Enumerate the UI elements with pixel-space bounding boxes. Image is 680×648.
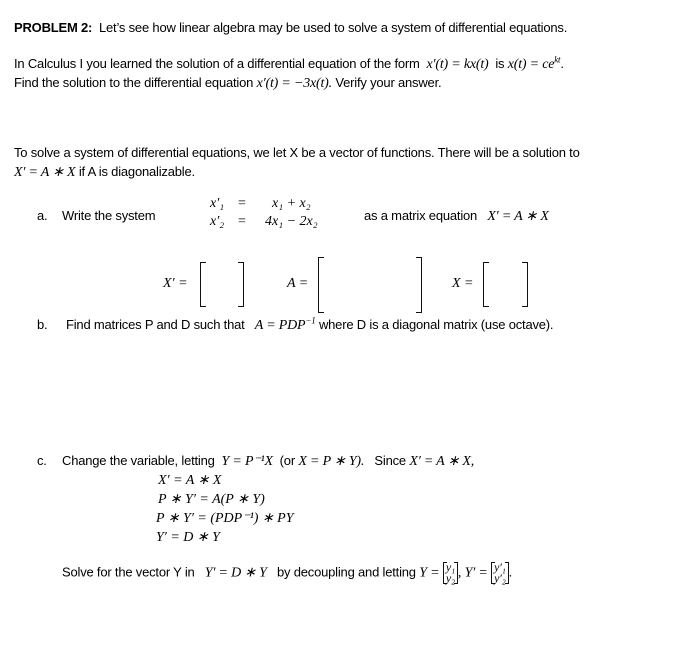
derivation-step-3: P ∗ Y′ = (PDP⁻¹) ∗ PY (156, 511, 294, 526)
system-eq1-equals: = (238, 196, 246, 211)
system-eq1-rhs: x₁ + x₂ (272, 196, 311, 211)
yprime-vector-label: Y′ = (464, 565, 488, 581)
derivation-step-1: X′ = A ∗ X (158, 473, 222, 488)
calc-eq-general: x′(t) = kx(t) (426, 57, 489, 72)
solve-eq: Y′ = D ∗ Y (204, 565, 267, 581)
part-b-text-2: where D is a diagonal matrix (use octave). (318, 317, 554, 332)
part-c-marker: c. (37, 453, 47, 468)
system-eq1-lhs: x′₁ (210, 196, 225, 211)
part-a-after-text (364, 208, 549, 225)
solve-text: Solve for the vector Y in (62, 564, 195, 580)
part-b-marker: b. (37, 317, 48, 332)
x-label: X = (452, 276, 474, 291)
part-c-text-2: (or (279, 453, 295, 468)
problem-intro: Let’s see how linear algebra may be used to solve a system of differential equations. (99, 20, 568, 35)
calc-eq-specific: x′(t) = −3x(t). (256, 76, 332, 91)
xprime-bracket-right (238, 262, 244, 307)
part-a-marker: a. (37, 208, 48, 223)
calc-line-2-end: Verify your answer. (335, 75, 442, 90)
decouple-text: by decoupling and letting (276, 564, 416, 580)
part-b-eq (254, 315, 316, 333)
system-intro-text: if A is diagonalizable. (78, 164, 195, 179)
system-intro-line-2 (14, 164, 195, 181)
derivation-step-4: Y′ = D ∗ Y (156, 530, 220, 545)
part-b-text-1: Find matrices P and D such that (66, 317, 245, 332)
xprime-bracket-left (200, 262, 206, 307)
a-label: A = (287, 276, 309, 291)
x-bracket-left (483, 262, 489, 307)
solve-line-end: . (508, 564, 513, 580)
x-bracket-right (522, 262, 528, 307)
system-eq2-rhs: 4x₁ − 2x₂ (265, 214, 318, 229)
xprime-label: X′ = (163, 276, 188, 291)
part-c-text-3: Since (374, 453, 406, 468)
part-b-line (66, 317, 553, 334)
calc-line-1-text: In Calculus I you learned the solution of a differential equation of the form (14, 56, 420, 71)
y-vector-entry-1: y₁ (445, 560, 455, 574)
part-b-eq-base: A = PDP (254, 318, 306, 333)
part-c-text-1: Change the variable, letting (62, 453, 215, 468)
calc-line-1 (14, 56, 564, 73)
part-c-eq-1: Y = P⁻¹X (221, 454, 273, 469)
problem-header (14, 20, 567, 35)
x-matrix-entry-area[interactable] (490, 262, 520, 305)
part-a-after-label: as a matrix equation (364, 208, 478, 223)
a-bracket-right (416, 257, 422, 313)
yprime-vector-entry-1: y′₁ (494, 560, 506, 574)
problem-label: PROBLEM 2: (14, 20, 93, 35)
calc-eq-solution (507, 54, 564, 72)
part-c-line-1 (62, 453, 474, 470)
y-vector-entry-2: y₂ (445, 571, 455, 585)
part-c-eq-2: X = P ∗ Y). (298, 454, 365, 469)
derivation-step-2: P ∗ Y′ = A(P ∗ Y) (158, 492, 265, 507)
system-intro-line-1: To solve a system of differential equations, we let X be a vector of functions. There will be a solution to (14, 145, 580, 160)
calc-line-2 (14, 75, 441, 92)
system-eq2-lhs: x′₂ (210, 214, 225, 229)
calc-line-2-text: Find the solution to the differential equation (14, 75, 254, 90)
part-c-solve-line: Solve for the vector Y in Y′ = D ∗ Y by decoupling and letting Y = y₁ y₂ , Y′ = y′₁ y′₂ . (62, 560, 513, 585)
a-matrix-entry-area[interactable] (325, 257, 414, 311)
part-a-text: Write the system (62, 208, 156, 223)
part-c-eq-3: X′ = A ∗ X, (409, 454, 475, 469)
part-a-matrix-eq: X′ = A ∗ X (487, 209, 549, 224)
calc-line-1-end: . (560, 56, 564, 71)
system-eq2-equals: = (238, 214, 246, 229)
y-vector (443, 562, 458, 584)
calc-is: is (495, 56, 505, 71)
part-b-eq-exp: −1 (305, 315, 316, 326)
yprime-vector (491, 562, 509, 584)
yprime-vector-entry-2: y′₂ (494, 571, 506, 585)
xprime-matrix-entry-area[interactable] (207, 262, 236, 305)
calc-eq-solution-exp: kt (554, 54, 561, 65)
a-bracket-left (318, 257, 324, 313)
system-intro-eq: X′ = A ∗ X (14, 165, 76, 180)
y-vector-label: Y = (419, 565, 440, 581)
calc-eq-solution-base: x(t) = ce (507, 57, 555, 72)
